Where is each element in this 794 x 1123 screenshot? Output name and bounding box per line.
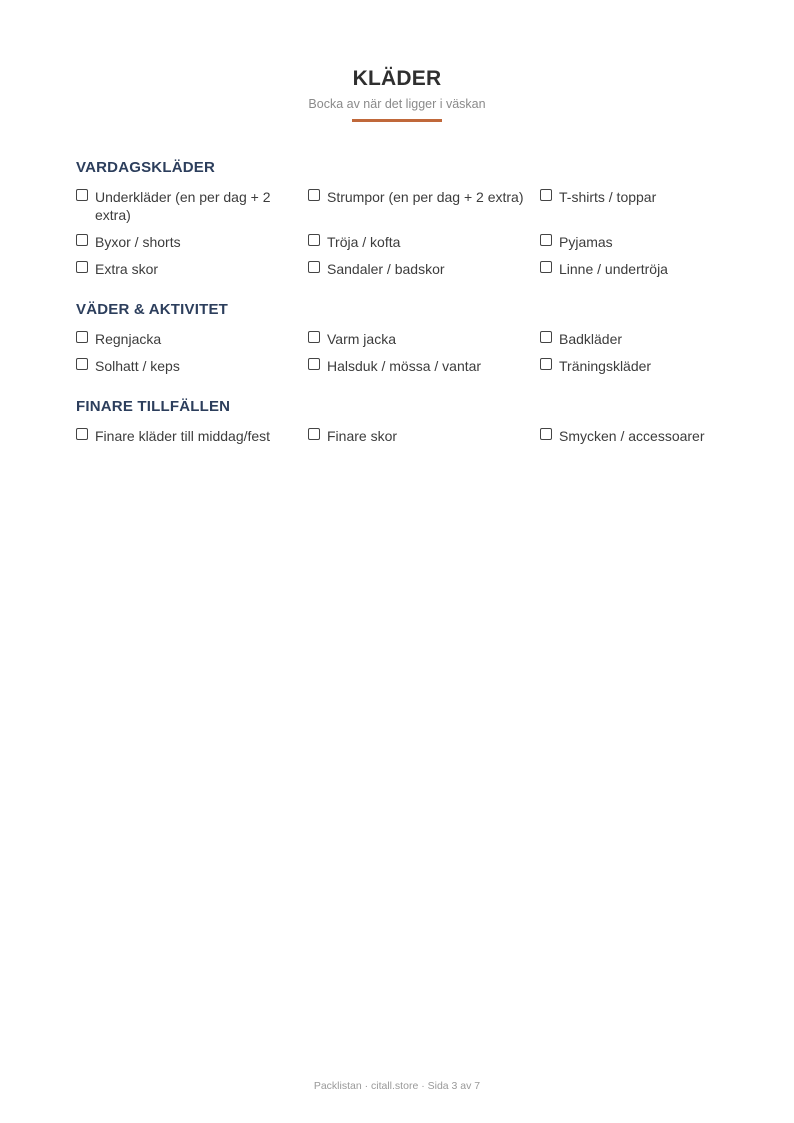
checkbox[interactable]: [308, 189, 320, 201]
checkbox[interactable]: [308, 234, 320, 246]
checklist-item[interactable]: [308, 427, 540, 445]
item-label: Sandaler / badskor: [327, 261, 445, 277]
item-label: Halsduk / mössa / vantar: [327, 358, 482, 374]
checklist-content: [76, 158, 726, 467]
item-label: Regnjacka: [95, 331, 162, 347]
item-label: Badkläder: [559, 331, 623, 347]
checklist-item[interactable]: [540, 260, 726, 278]
item-label: Finare skor: [327, 428, 398, 444]
checklist-item[interactable]: [308, 357, 540, 375]
item-label: Tröja / kofta: [327, 234, 401, 250]
checkbox[interactable]: [540, 331, 552, 343]
checkbox[interactable]: [308, 358, 320, 370]
item-label: Solhatt / keps: [95, 358, 180, 374]
checkbox[interactable]: [540, 358, 552, 370]
item-label: Smycken / accessoarer: [559, 428, 705, 444]
checklist-item[interactable]: [308, 233, 540, 251]
item-label: Finare kläder till middag/fest: [95, 428, 271, 444]
item-label: Träningskläder: [559, 358, 652, 374]
checkbox[interactable]: [76, 331, 88, 343]
checkbox[interactable]: [308, 428, 320, 440]
checklist-item[interactable]: [76, 260, 308, 278]
section-vardagsklader: [76, 158, 726, 278]
page-footer: Packlistan · citall.store · Sida 3 av 7: [313, 1080, 481, 1092]
item-label: T-shirts / toppar: [559, 189, 657, 205]
checkbox[interactable]: [76, 189, 88, 201]
checklist-item[interactable]: [308, 188, 540, 224]
item-label: Extra skor: [95, 261, 159, 277]
items-grid: [76, 427, 726, 445]
checkbox[interactable]: [76, 261, 88, 273]
checkbox[interactable]: [540, 189, 552, 201]
checklist-item[interactable]: [540, 427, 726, 445]
checkbox[interactable]: [540, 428, 552, 440]
page-header: [0, 66, 794, 122]
checkbox[interactable]: [76, 428, 88, 440]
checklist-item[interactable]: [540, 233, 726, 251]
page-subtitle: Bocka av när det ligger i väskan: [308, 97, 486, 111]
page-title: KLÄDER: [352, 67, 442, 90]
section-finare-tillfallen: [76, 397, 726, 445]
item-label: Varm jacka: [327, 331, 396, 347]
checklist-item[interactable]: [76, 233, 308, 251]
items-grid: [76, 330, 726, 375]
section-vader-aktivitet: [76, 300, 726, 375]
item-label: Byxor / shorts: [95, 234, 181, 250]
checkbox[interactable]: [540, 261, 552, 273]
checklist-item[interactable]: [76, 427, 308, 445]
checklist-item[interactable]: [76, 188, 308, 224]
checkbox[interactable]: [540, 234, 552, 246]
checklist-item[interactable]: [540, 188, 726, 224]
checkbox[interactable]: [308, 331, 320, 343]
checkbox[interactable]: [76, 234, 88, 246]
item-label: Underkläder (en per dag + 2 extra): [95, 189, 271, 223]
checklist-item[interactable]: [76, 330, 308, 348]
checklist-item[interactable]: [540, 330, 726, 348]
item-label: Strumpor (en per dag + 2 extra): [327, 189, 524, 205]
item-label: Pyjamas: [559, 234, 613, 250]
item-label: Linne / undertröja: [559, 261, 668, 277]
checklist-item[interactable]: [308, 260, 540, 278]
checklist-item[interactable]: [308, 330, 540, 348]
section-heading: VARDAGSKLÄDER: [76, 159, 215, 176]
checkbox[interactable]: [308, 261, 320, 273]
title-underline: [352, 119, 442, 122]
section-heading: VÄDER & AKTIVITET: [76, 301, 229, 318]
checklist-item[interactable]: [540, 357, 726, 375]
items-grid: [76, 188, 726, 278]
checklist-item[interactable]: [76, 357, 308, 375]
checkbox[interactable]: [76, 358, 88, 370]
section-heading: FINARE TILLFÄLLEN: [76, 398, 231, 415]
